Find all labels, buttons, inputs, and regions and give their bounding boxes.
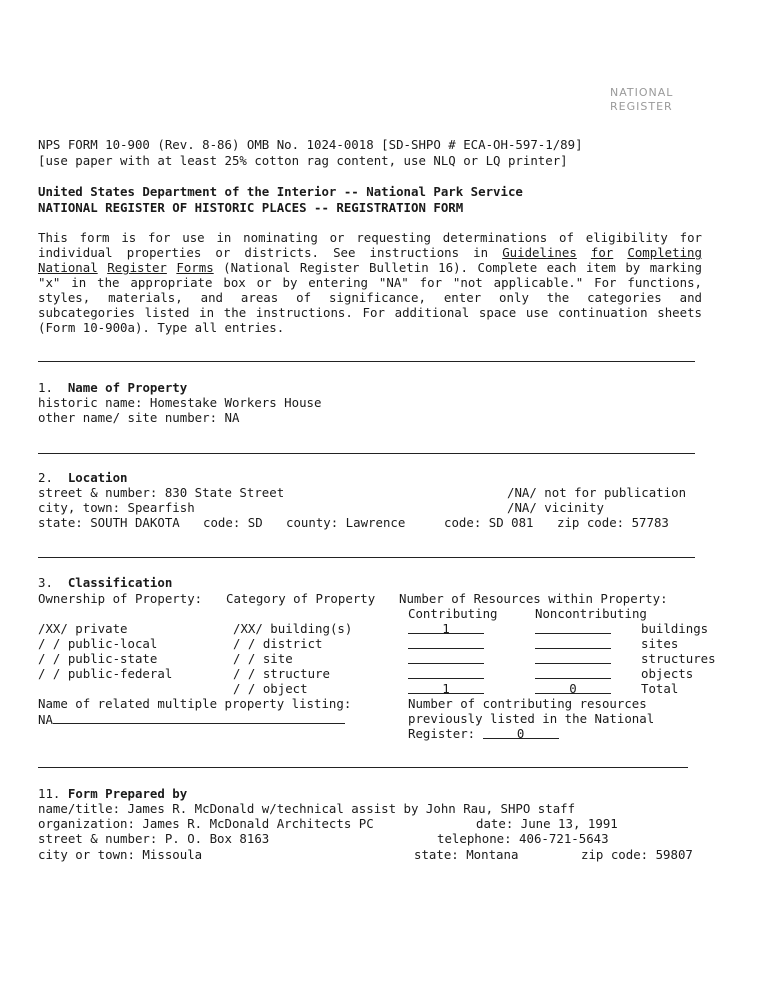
location-city: city, town: Spearfish xyxy=(38,500,195,515)
resource-row-total xyxy=(408,681,484,696)
not-for-publication: /NA/ not for publication xyxy=(507,485,687,500)
preparer-state: state: Montana xyxy=(414,847,519,862)
intro-line-3 xyxy=(38,260,702,275)
intro-line-2 xyxy=(38,245,702,260)
preparer-name-title: name/title: James R. McDonald w/technical assist by John Rau, SHPO staff xyxy=(38,801,576,816)
intro-line-4: "x" in the appropriate box or by entering "NA" for "not applicable." For functions, xyxy=(38,275,702,290)
divider xyxy=(38,557,695,558)
stamp-line-1: NATIONAL xyxy=(610,86,674,99)
zip-code: zip code: 57783 xyxy=(557,515,669,530)
preparer-telephone: telephone: 406-721-5643 xyxy=(437,831,609,846)
resource-label: structures xyxy=(641,651,716,666)
resource-row-buildings xyxy=(408,621,484,636)
intro-line-1: This form is for use in nominating or requesting determinations of eligibility for xyxy=(38,230,702,245)
agency-line: United States Department of the Interior -- National Park Service xyxy=(38,184,523,199)
intro-line-7: (Form 10-900a). Type all entries. xyxy=(38,320,285,335)
related-listing-label: Name of related multiple property listing: xyxy=(38,696,352,711)
resource-label: sites xyxy=(641,636,679,651)
resource-row-structures xyxy=(408,651,484,667)
ownership-public-federal: / / public-federal xyxy=(38,666,173,681)
resources-header: Number of Resources within Property: xyxy=(399,591,668,606)
intro-line-5: styles, materials, and areas of significance, enter only the categories and xyxy=(38,290,702,305)
section-11-heading xyxy=(38,786,187,801)
guidelines-link: Guidelines xyxy=(502,245,577,260)
resource-row-objects xyxy=(408,666,484,682)
resource-label: objects xyxy=(641,666,694,681)
form-title: NATIONAL REGISTER OF HISTORIC PLACES -- REGISTRATION FORM xyxy=(38,200,464,215)
previously-listed-line-1: Number of contributing resources xyxy=(408,696,647,711)
resource-row-objects-non xyxy=(535,666,611,682)
contributing-count xyxy=(408,651,484,664)
related-listing-text: NA xyxy=(38,712,53,727)
for-link: for xyxy=(590,245,614,260)
category-structure: / / structure xyxy=(233,666,330,681)
resource-row-total-non xyxy=(535,681,611,696)
noncontributing-header: Noncontributing xyxy=(535,606,647,621)
ownership-public-state: / / public-state xyxy=(38,651,158,666)
resource-row-structures-non xyxy=(535,651,611,667)
divider xyxy=(38,361,695,362)
section-title: Classification xyxy=(67,575,173,590)
preparer-city: city or town: Missoula xyxy=(38,847,203,862)
section-number: 3. xyxy=(38,575,53,590)
preparer-date: date: June 13, 1991 xyxy=(476,816,618,831)
previously-listed-register xyxy=(408,726,559,741)
section-title: Location xyxy=(67,470,128,485)
register-stamp xyxy=(610,86,673,114)
section-1-heading xyxy=(38,380,187,395)
resource-row-buildings-non xyxy=(535,621,611,637)
register-label: Register: xyxy=(408,726,476,741)
ownership-private: /XX/ private xyxy=(38,621,128,636)
noncontributing-count xyxy=(535,636,611,649)
noncontributing-count xyxy=(535,621,611,634)
preparer-zip: zip code: 59807 xyxy=(581,847,693,862)
category-district: / / district xyxy=(233,636,323,651)
county-code: code: SD 081 xyxy=(444,515,534,530)
stamp-line-2: REGISTER xyxy=(610,100,673,113)
noncontributing-count xyxy=(535,651,611,664)
section-number: 11. xyxy=(38,786,61,801)
resource-label: Total xyxy=(641,681,679,696)
noncontributing-count xyxy=(535,666,611,679)
section-title: Form Prepared by xyxy=(67,786,188,801)
contributing-count xyxy=(408,636,484,649)
forms-link: Forms xyxy=(176,260,214,275)
resource-row-sites xyxy=(408,636,484,652)
location-street: street & number: 830 State Street xyxy=(38,485,285,500)
category-site: / / site xyxy=(233,651,293,666)
national-link: National xyxy=(38,260,98,275)
historic-name: historic name: Homestake Workers House xyxy=(38,395,322,410)
intro-text: (National Register Bulletin 16). Complete each item by marking xyxy=(213,260,702,275)
section-2-heading xyxy=(38,470,128,485)
location-state: state: SOUTH DAKOTA xyxy=(38,515,180,530)
preparer-organization: organization: James R. McDonald Architects PC xyxy=(38,816,374,831)
vicinity: /NA/ vicinity xyxy=(507,500,604,515)
ownership-public-local: / / public-local xyxy=(38,636,158,651)
register-count: 0 xyxy=(483,726,559,739)
other-name: other name/ site number: NA xyxy=(38,410,240,425)
section-number: 2. xyxy=(38,470,53,485)
contributing-header: Contributing xyxy=(408,606,498,621)
resource-label: buildings xyxy=(641,621,709,636)
divider xyxy=(38,767,688,768)
intro-text: individual properties or districts. See instructions in xyxy=(38,245,503,260)
contributing-count: 1 xyxy=(408,681,484,694)
completing-link: Completing xyxy=(627,245,702,260)
contributing-count: 1 xyxy=(408,621,484,634)
county: county: Lawrence xyxy=(286,515,406,530)
preparer-street: street & number: P. O. Box 8163 xyxy=(38,831,270,846)
form-number-line: NPS FORM 10-900 (Rev. 8-86) OMB No. 1024-0018 [SD-SHPO # ECA-OH-597-1/89] xyxy=(38,137,583,152)
related-listing-value xyxy=(38,711,345,727)
section-title: Name of Property xyxy=(67,380,188,395)
paper-instructions-line: [use paper with at least 25% cotton rag content, use NLQ or LQ printer] xyxy=(38,153,568,168)
category-header: Category of Property xyxy=(226,591,376,606)
state-code: code: SD xyxy=(203,515,263,530)
register-link: Register xyxy=(107,260,167,275)
divider xyxy=(38,453,695,454)
category-object: / / object xyxy=(233,681,308,696)
section-3-heading xyxy=(38,575,172,590)
category-building: /XX/ building(s) xyxy=(233,621,353,636)
section-number: 1. xyxy=(38,380,53,395)
previously-listed-line-2: previously listed in the National xyxy=(408,711,655,726)
resource-row-sites-non xyxy=(535,636,611,652)
ownership-header: Ownership of Property: xyxy=(38,591,203,606)
contributing-count xyxy=(408,666,484,679)
related-listing-blank xyxy=(53,711,345,724)
noncontributing-count: 0 xyxy=(535,681,611,694)
intro-line-6: subcategories listed in the instructions. For additional space use continuation sheets xyxy=(38,305,702,320)
